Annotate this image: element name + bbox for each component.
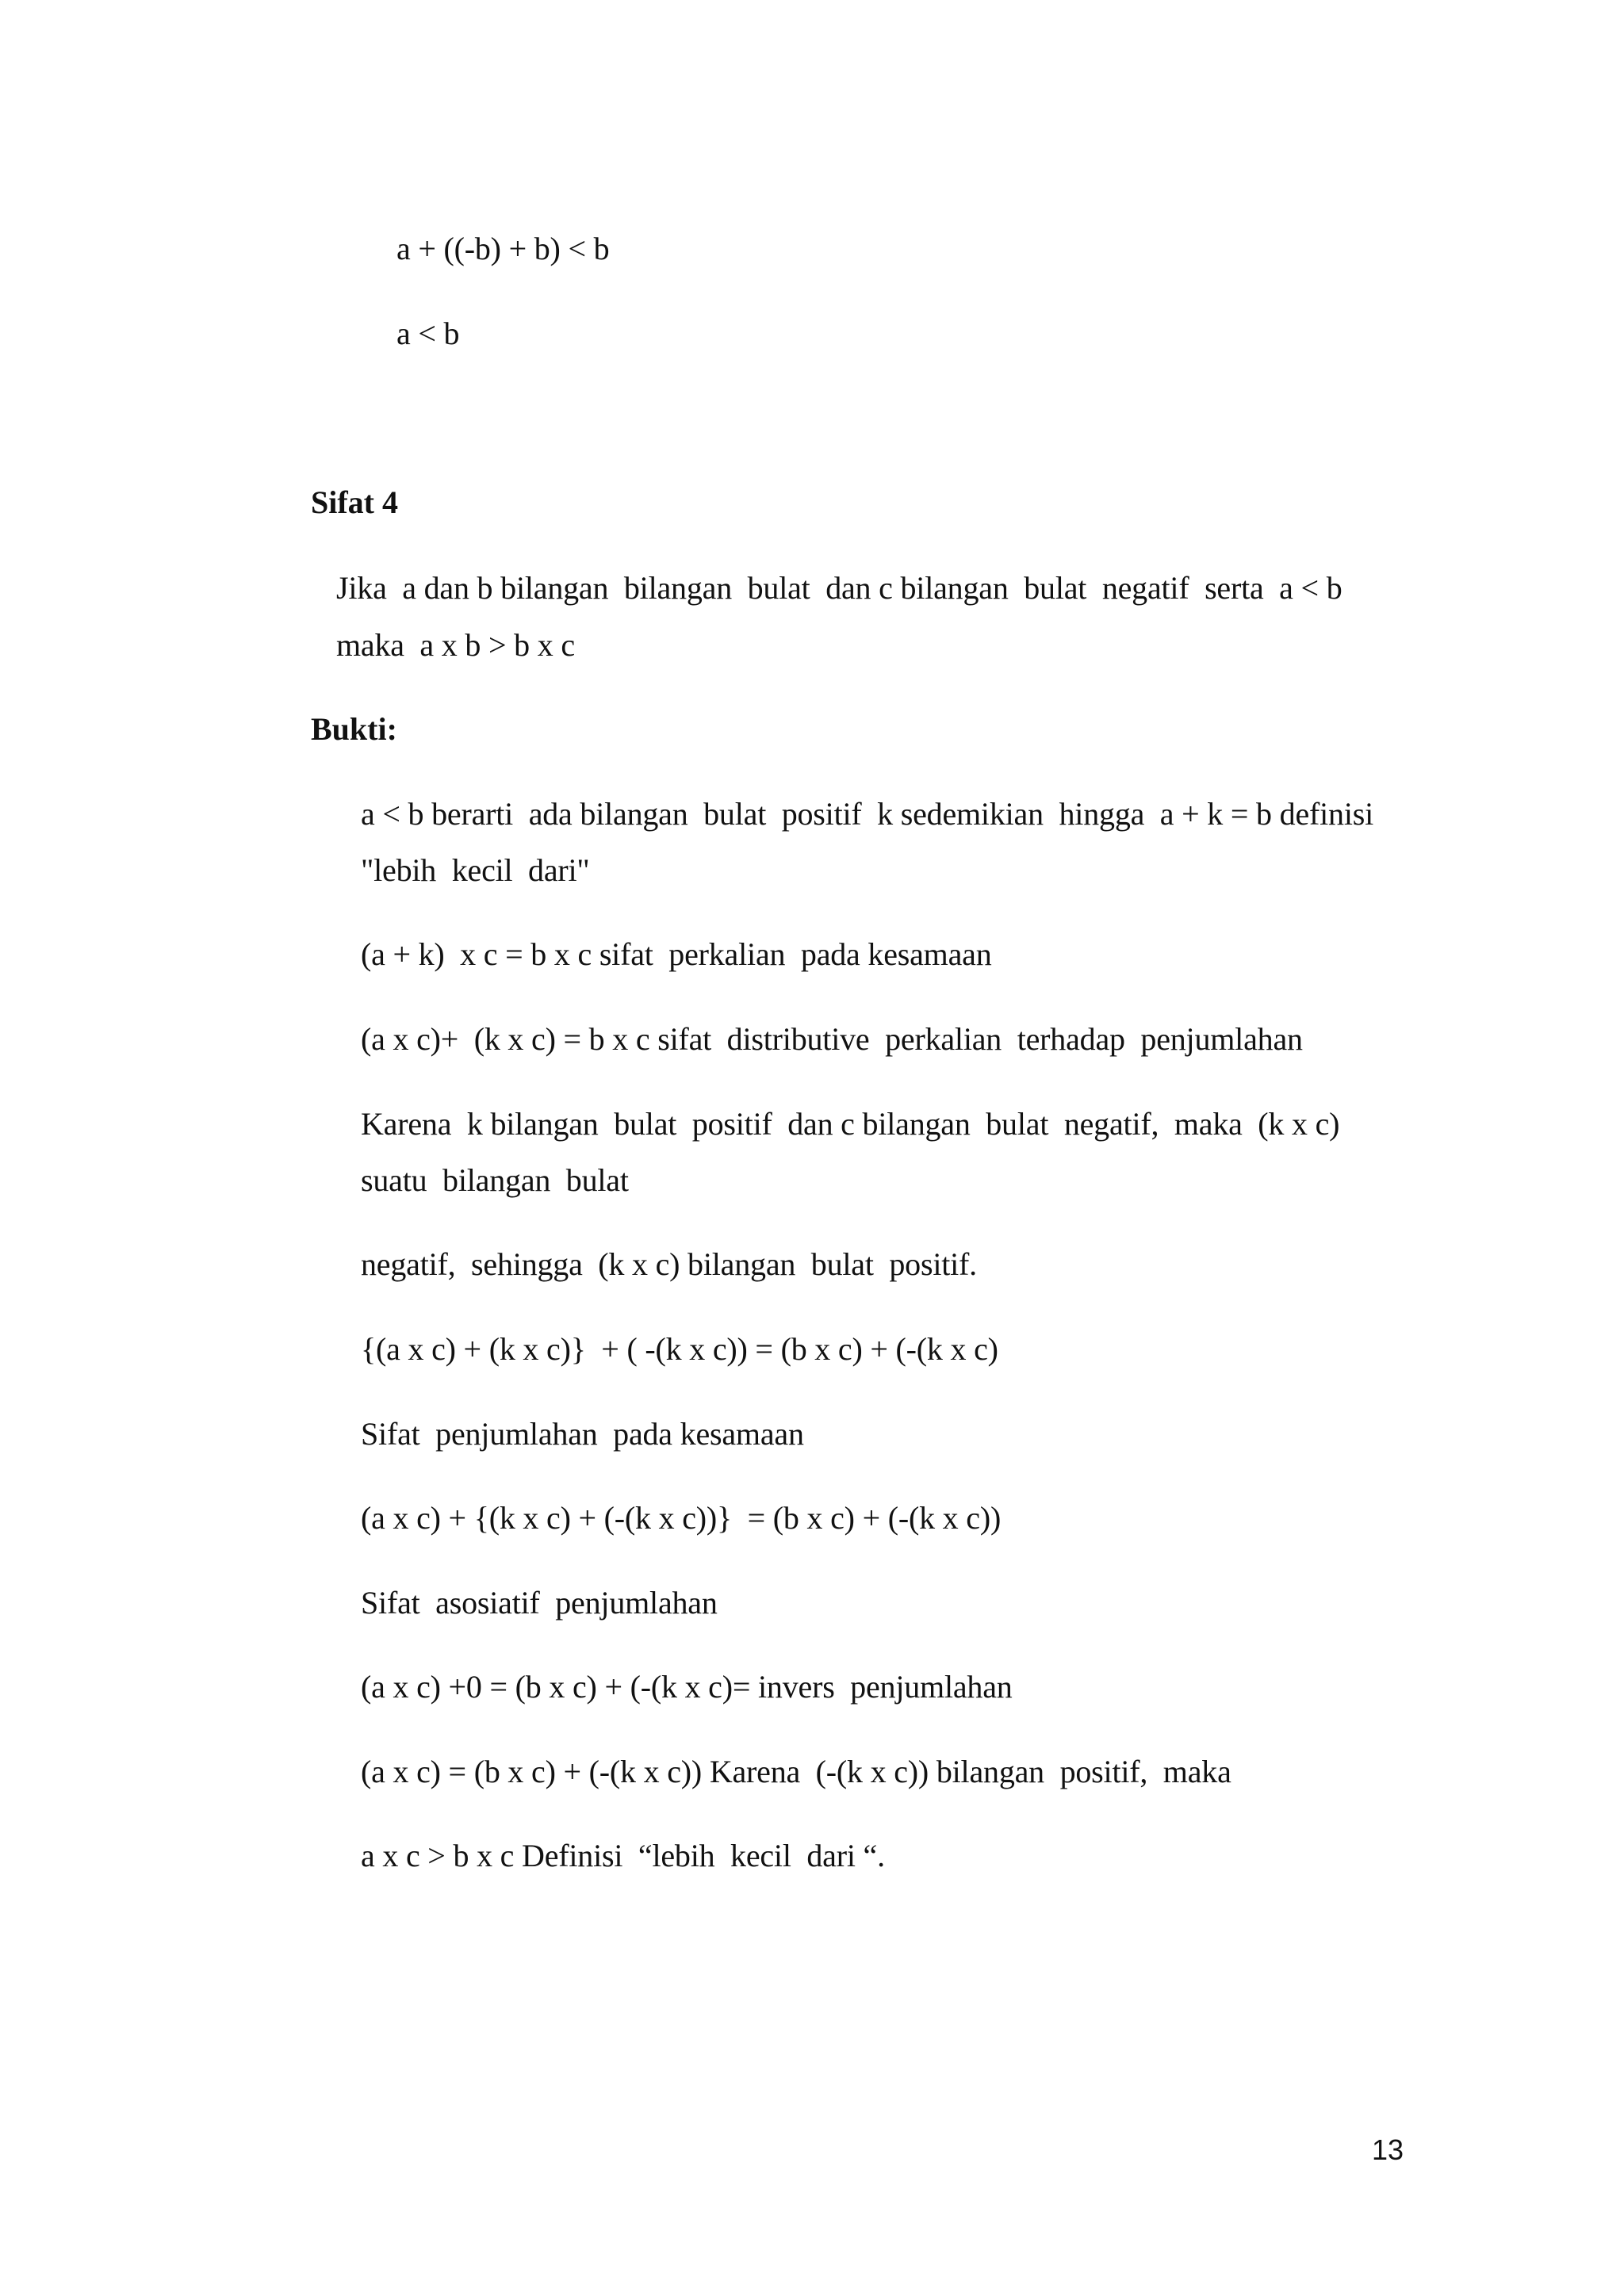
proof-line: Sifat asosiatif penjumlahan [361, 1585, 718, 1621]
proof-line: suatu bilangan bulat [361, 1162, 629, 1198]
statement-line: Jika a dan b bilangan bilangan bulat dan c bilangan bulat negatif serta a < b [336, 570, 1342, 606]
proof-line: Sifat penjumlahan pada kesamaan [361, 1416, 804, 1452]
proof-line: a x c > b x c Definisi “lebih kecil dari “. [361, 1838, 885, 1873]
proof-line: (a x c)+ (k x c) = b x c sifat distributive perkalian terhadap penjumlahan [361, 1021, 1303, 1057]
sifat-heading: Sifat 4 [311, 484, 398, 520]
equation-line: a + ((-b) + b) < b [396, 231, 610, 266]
proof-line: negatif, sehingga (k x c) bilangan bulat positif. [361, 1246, 977, 1282]
equation-line: a < b [396, 316, 460, 351]
proof-line: (a x c) +0 = (b x c) + (-(k x c)= invers penjumlahan [361, 1669, 1013, 1705]
proof-line: (a + k) x c = b x c sifat perkalian pada kesamaan [361, 936, 992, 972]
proof-line: {(a x c) + (k x c)} + ( -(k x c)) = (b x c) + (-(k x c) [361, 1331, 998, 1367]
statement-line: maka a x b > b x c [336, 627, 575, 663]
proof-line: Karena k bilangan bulat positif dan c bilangan bulat negatif, maka (k x c) [361, 1106, 1340, 1142]
page-number: 13 [1371, 2133, 1404, 2166]
proof-line: (a x c) = (b x c) + (-(k x c)) Karena (-(k x c)) bilangan positif, maka [361, 1754, 1231, 1789]
bukti-heading: Bukti: [311, 711, 397, 747]
proof-line: (a x c) + {(k x c) + (-(k x c))} = (b x c) + (-(k x c)) [361, 1500, 1002, 1536]
proof-line: "lebih kecil dari" [361, 852, 590, 888]
proof-line: a < b berarti ada bilangan bulat positif k sedemikian hingga a + k = b definisi [361, 796, 1374, 832]
